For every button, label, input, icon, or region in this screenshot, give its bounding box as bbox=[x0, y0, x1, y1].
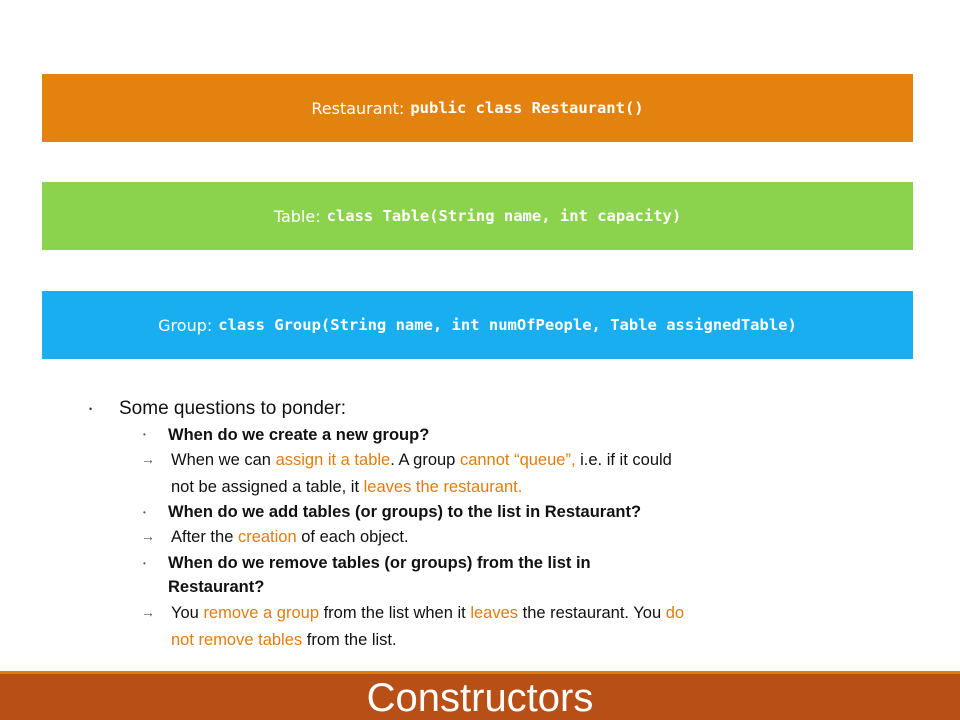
slide-footer bbox=[0, 671, 960, 720]
answer-remove-tables-line1 bbox=[171, 604, 684, 623]
group-band-code: class Group(String name, int numOfPeople, Table assignedTable) bbox=[218, 316, 797, 334]
arrow-right-icon: → bbox=[141, 528, 155, 544]
answer-text: from the list when it bbox=[319, 604, 471, 622]
restaurant-band-code: public class Restaurant() bbox=[410, 99, 644, 117]
arrow-right-icon: → bbox=[141, 451, 155, 467]
restaurant-class-band bbox=[42, 74, 913, 142]
arrow-right-icon: → bbox=[141, 604, 155, 620]
group-class-band bbox=[42, 291, 913, 359]
answer-text: of each object. bbox=[296, 528, 409, 546]
answer-text: from the list. bbox=[302, 631, 397, 649]
question-remove-tables-line2: Restaurant? bbox=[168, 578, 265, 596]
answer-highlight: creation bbox=[237, 528, 297, 546]
restaurant-band-label: Restaurant: bbox=[311, 98, 405, 118]
answer-text: not be assigned a table, it bbox=[171, 478, 364, 496]
answer-text: You bbox=[171, 604, 204, 622]
table-band-label: Table: bbox=[273, 206, 321, 226]
answer-add-tables bbox=[171, 528, 409, 547]
answer-text: the restaurant. You bbox=[518, 604, 666, 622]
answer-create-group-line2 bbox=[171, 478, 522, 497]
answer-highlight: leaves bbox=[470, 604, 519, 622]
bullet-icon: • bbox=[143, 508, 146, 517]
answer-remove-tables-line2 bbox=[171, 631, 397, 650]
question-remove-tables-line1: When do we remove tables (or groups) from the list in bbox=[168, 554, 591, 572]
bullet-icon: • bbox=[143, 430, 146, 439]
bullet-icon: • bbox=[89, 404, 93, 414]
answer-highlight: assign it a table bbox=[275, 451, 391, 469]
answer-highlight: not remove tables bbox=[171, 631, 303, 649]
answer-create-group-line1 bbox=[171, 451, 672, 470]
table-class-band bbox=[42, 182, 913, 250]
question-add-tables: When do we add tables (or groups) to the list in Restaurant? bbox=[168, 503, 642, 521]
slide-title: Constructors bbox=[366, 676, 594, 720]
answer-highlight: remove a group bbox=[203, 604, 320, 622]
answer-text: When we can bbox=[171, 451, 276, 469]
answer-highlight: cannot “queue”, bbox=[459, 451, 576, 469]
answer-highlight: leaves the restaurant. bbox=[363, 478, 523, 496]
question-create-group: When do we create a new group? bbox=[168, 426, 430, 444]
answer-text: After the bbox=[171, 528, 238, 546]
questions-heading: Some questions to ponder: bbox=[119, 398, 347, 419]
answer-text: . A group bbox=[390, 451, 460, 469]
answer-highlight: do bbox=[665, 604, 685, 622]
bullet-icon: • bbox=[143, 559, 146, 568]
answer-text: i.e. if it could bbox=[575, 451, 672, 469]
group-band-label: Group: bbox=[158, 315, 213, 335]
table-band-code: class Table(String name, int capacity) bbox=[326, 207, 682, 225]
